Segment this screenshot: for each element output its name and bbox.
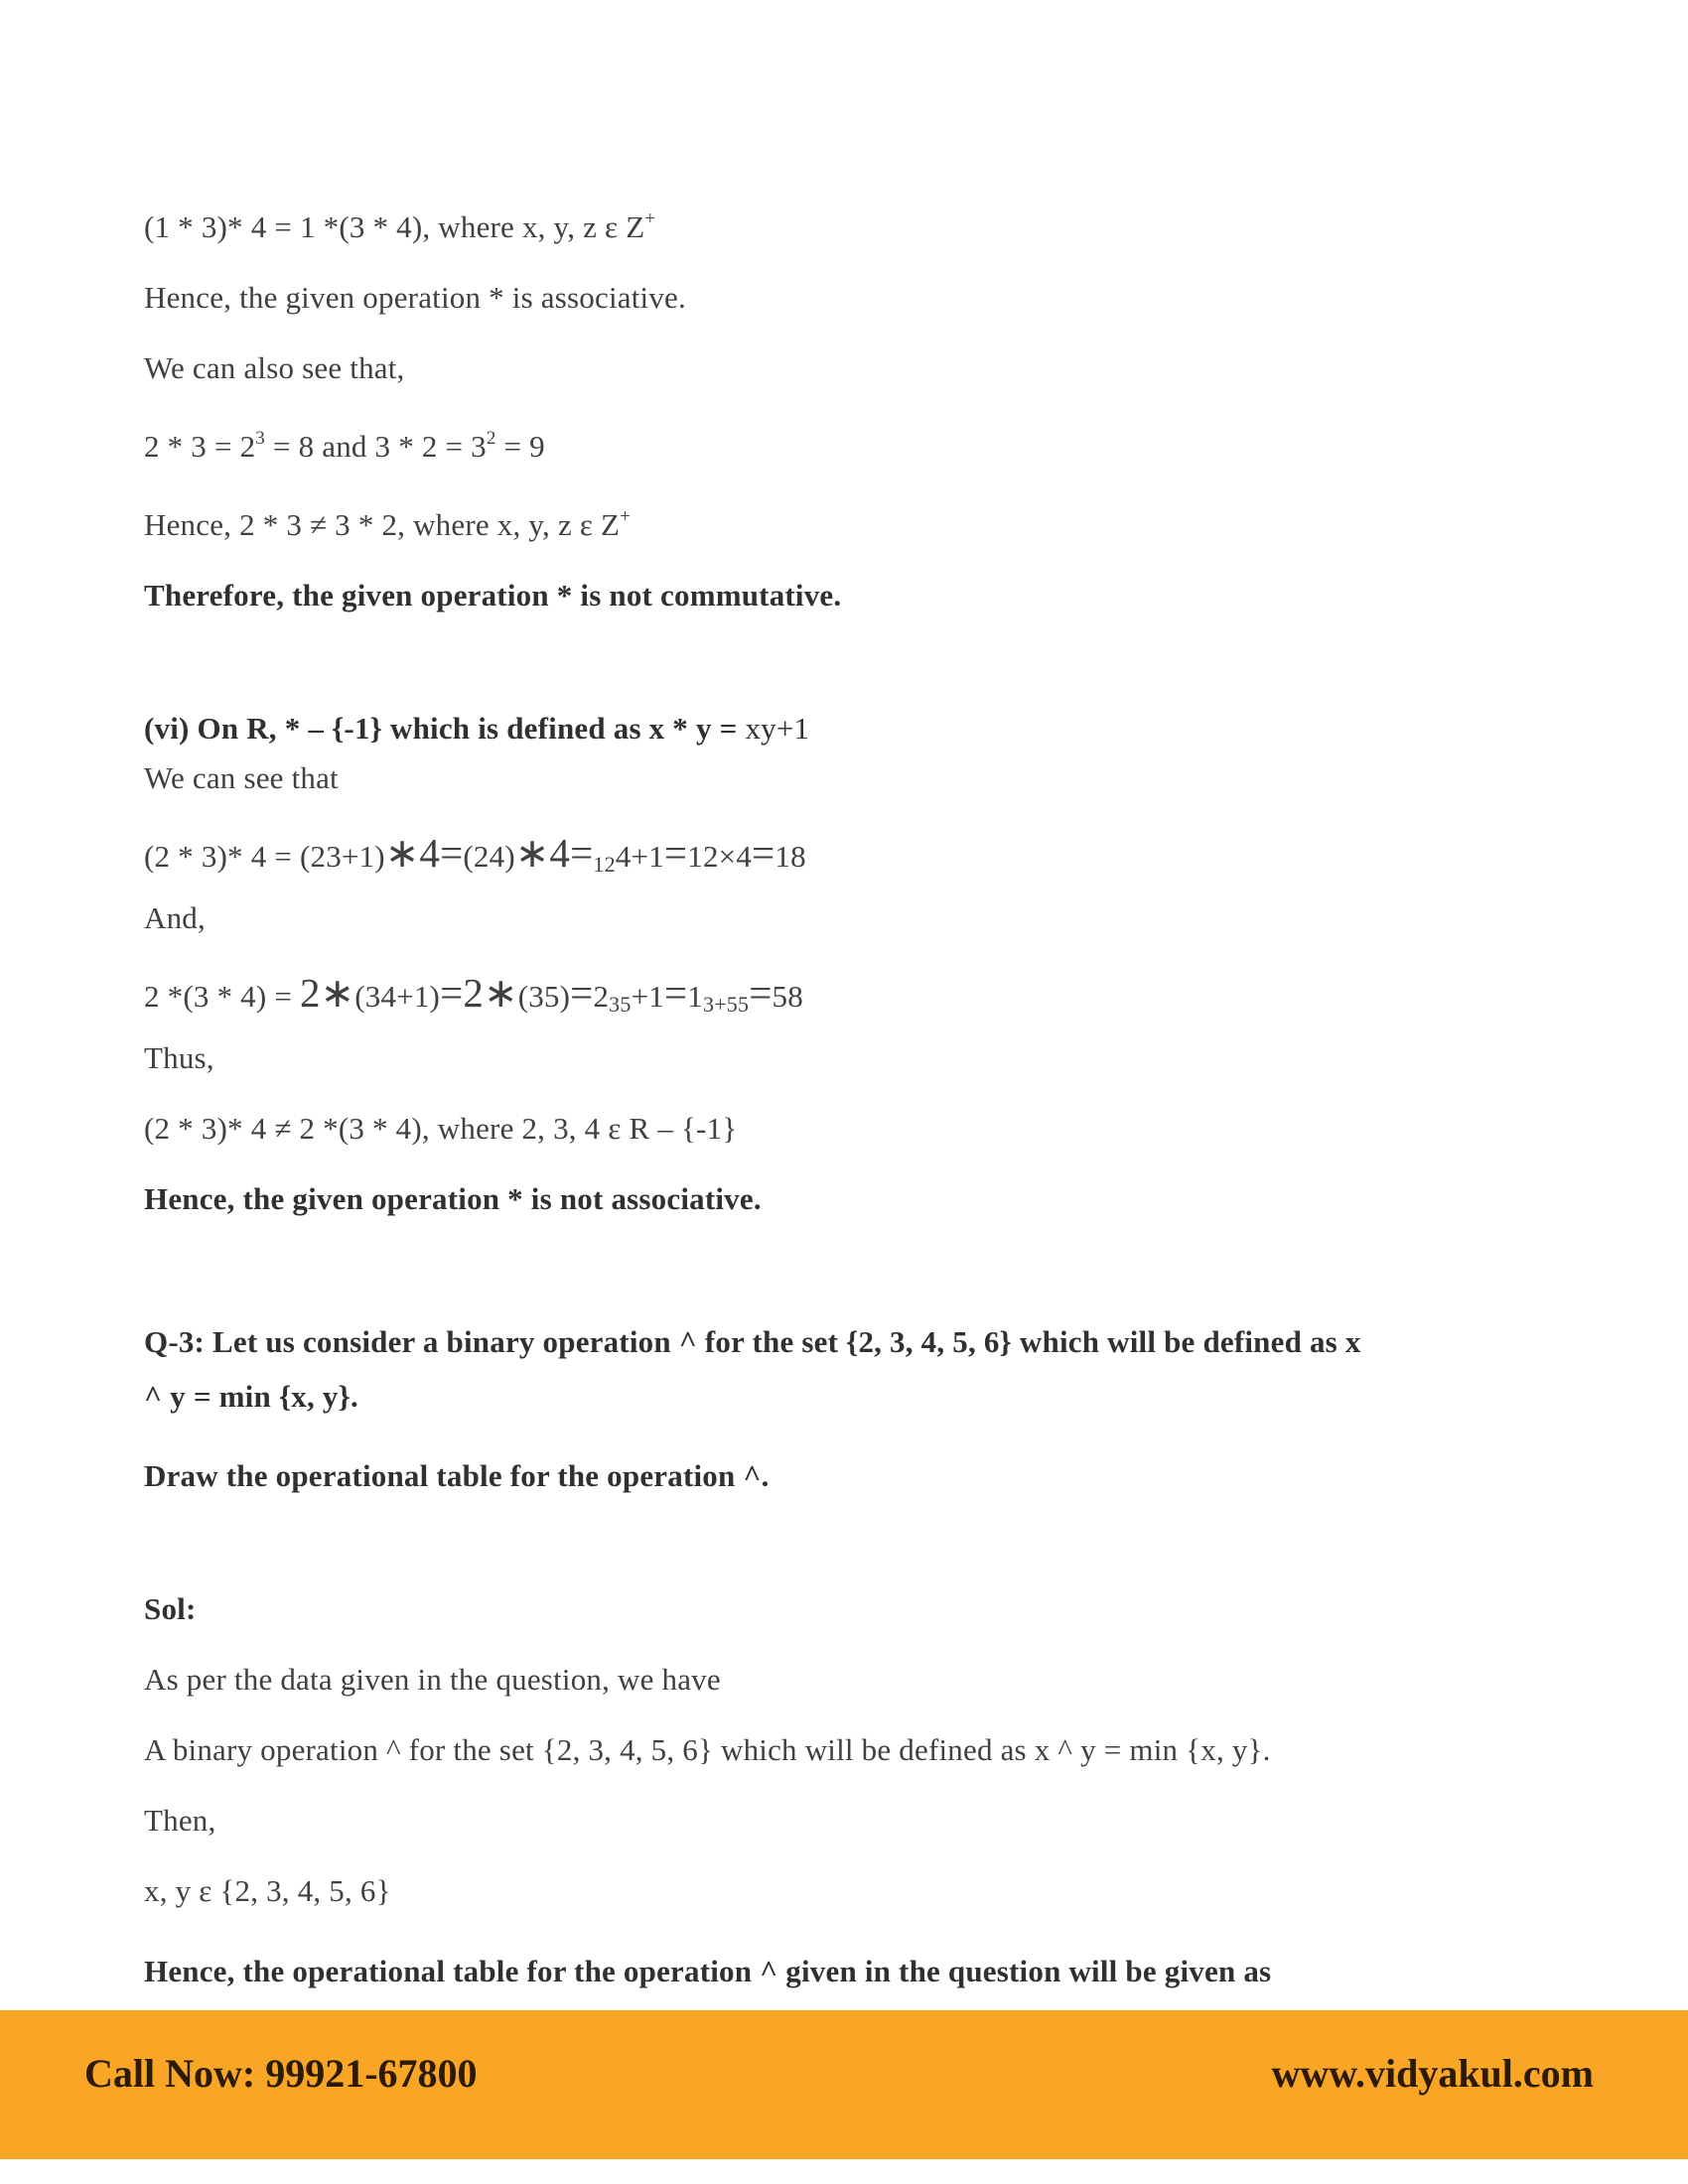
footer-website: www.vidyakul.com [1271,2051,1594,2096]
and-label: And, [144,900,206,935]
then-label: Then, [144,1803,216,1838]
document-body [144,202,1554,2053]
conclusion-table-intro: Hence, the operational table for the operation ^ given in the question will be given as [144,1954,1272,1988]
conclusion-not-commutative: Therefore, the given operation * is not commutative. [144,578,842,613]
commutativity-example: $2 * 3 = 2^3 = 8$ and $3 * 2 = 3^2 = 9$ [144,428,545,464]
question-3: Q-3: Let us consider a binary operation ^ for the set {2, 3, 4, 5, 6} which will be defined as x ^ y = min {x, y}. [144,1324,1361,1414]
statement-associativity-example: (1 * 3)* 4 = 1 *(3 * 4), where x, y, z ε Z+ [144,208,656,244]
footer [0,2010,1688,2159]
footer-phone: Call Now: 99921-67800 [84,2051,478,2096]
set-membership: x, y ε {2, 3, 4, 5, 6} [144,1873,391,1908]
thus-label: Thus, [144,1040,214,1075]
commutativity-inequality: Hence, 2 * 3 ≠ 3 * 2, where x, y, z ε Z+ [144,506,632,542]
as-per-data: As per the data given in the question, we have [144,1662,721,1697]
conclusion-not-associative: Hence, the given operation * is not associative. [144,1181,762,1216]
we-can-see: We can see that [144,760,339,795]
sol-label: Sol: [144,1591,197,1626]
formula-rhs-evaluation: 2 *(3 * 4) = 2∗(34+1)=2∗(35)=235+1=13+55=58 [144,970,803,1017]
draw-table-instruction: Draw the operational table for the operation ^. [144,1458,770,1493]
formula-lhs-evaluation: (2 * 3)* 4 = (23+1)∗4=(24)∗4=124+1=12×4=18 [144,830,806,877]
part-vi-heading: (vi) On R, * – {-1} which is defined as x * y = xy+1 [144,711,810,746]
binary-operation-definition: A binary operation ^ for the set {2, 3, 4, 5, 6} which will be defined as x ^ y = min {x, y}. [144,1732,1271,1767]
associativity-inequality: (2 * 3)* 4 ≠ 2 *(3 * 4), where 2, 3, 4 ε R – {-1} [144,1111,738,1146]
conclusion-associative: Hence, the given operation * is associative. [144,280,686,315]
we-can-also-see: We can also see that, [144,350,405,385]
